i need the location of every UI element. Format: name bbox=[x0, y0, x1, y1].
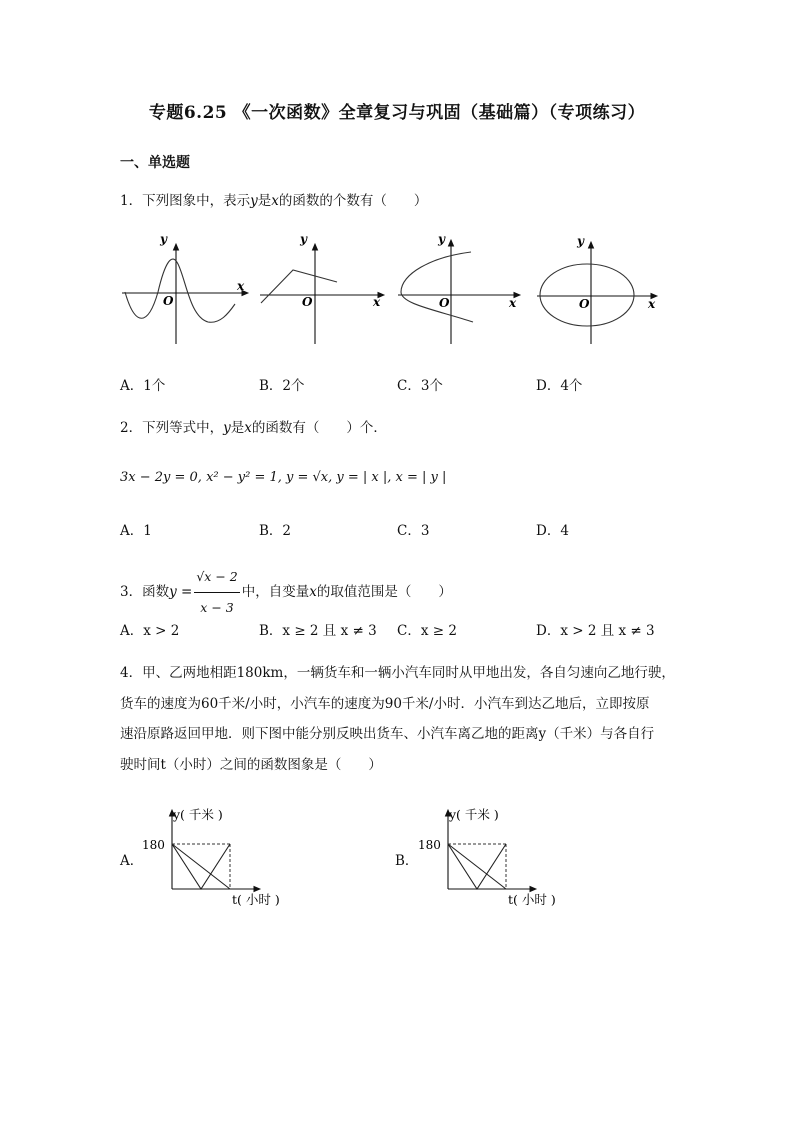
q2-text-c: 的函数有（ ）个． bbox=[251, 420, 387, 436]
question-4 bbox=[120, 658, 680, 780]
curve bbox=[125, 259, 235, 322]
q2-var-y: y bbox=[223, 420, 231, 436]
q4-option-b-label[interactable]: B． bbox=[395, 853, 419, 869]
q1-option-a[interactable]: A．1个 bbox=[120, 378, 166, 394]
q1-graph-2 bbox=[258, 232, 393, 347]
q1-text-b: 是 bbox=[257, 193, 272, 209]
q1-option-c[interactable]: C．3个 bbox=[397, 378, 443, 394]
q2-option-a[interactable]: A．1 bbox=[120, 523, 152, 539]
question-1 bbox=[120, 191, 427, 211]
q3-var-x: x bbox=[309, 584, 317, 600]
q1-graph-1 bbox=[120, 232, 255, 347]
truck-line bbox=[448, 844, 506, 889]
section-heading: 一、单选题 bbox=[120, 155, 190, 171]
q2-option-c[interactable]: C．3 bbox=[397, 523, 430, 539]
broken-line bbox=[261, 270, 337, 303]
q2-var-x: x bbox=[244, 420, 252, 436]
x-axis-label: x bbox=[509, 296, 517, 310]
q4-graph-a bbox=[140, 802, 280, 912]
q3-option-c[interactable]: C．x ≥ 2 bbox=[397, 623, 457, 639]
q4-line-1: 4．甲、乙两地相距180km，一辆货车和一辆小汽车同时从甲地出发，各自匀速向乙地行驶， bbox=[120, 665, 675, 681]
origin-label: O bbox=[163, 294, 174, 308]
q3-text-a: 3．函数 bbox=[120, 584, 170, 600]
q3-fraction bbox=[194, 562, 239, 623]
truck-line bbox=[172, 844, 230, 889]
q1-text-a: 1．下列图象中，表示 bbox=[120, 193, 251, 209]
y-axis-label: y bbox=[160, 232, 167, 246]
q2-equation: 3x − 2y = 0, x² − y² = 1, y = √x, y = | x |, x = | y | bbox=[120, 470, 447, 485]
q1-option-b[interactable]: B．2个 bbox=[259, 378, 305, 394]
q1-var-x: x bbox=[271, 193, 279, 209]
y-tick-180: 180 bbox=[142, 838, 165, 852]
x-axis-label: x bbox=[237, 279, 245, 293]
q4-graph-b bbox=[416, 802, 556, 912]
q3-option-d[interactable]: D．x > 2 且 x ≠ 3 bbox=[536, 623, 655, 639]
q2-option-b[interactable]: B．2 bbox=[259, 523, 292, 539]
q1-text-c: 的函数的个数有（ ） bbox=[278, 193, 428, 209]
q2-text-a: 2．下列等式中， bbox=[120, 420, 224, 436]
q4-line-4: 驶时间t（小时）之间的函数图象是（ ） bbox=[120, 756, 382, 773]
q2-text-b: 是 bbox=[230, 420, 245, 436]
q3-lhs: y = bbox=[169, 584, 193, 600]
y-axis-label: y( 千米 ) bbox=[449, 807, 499, 822]
q4-option-a-label[interactable]: A． bbox=[120, 853, 144, 869]
ellipse-curve bbox=[540, 264, 634, 326]
q4-line-2: 货车的速度为60千米/小时，小汽车的速度为90千米/小时．小汽车到达乙地后，立即按原 bbox=[120, 695, 650, 712]
origin-label: O bbox=[302, 295, 313, 309]
y-axis-label: y bbox=[577, 234, 584, 248]
q3-option-a[interactable]: A．x > 2 bbox=[120, 623, 180, 639]
page-title: 专题6.25 《一次函数》全章复习与巩固（基础篇）（专项练习） bbox=[148, 103, 646, 123]
q1-var-y: y bbox=[250, 193, 258, 209]
q3-text-b: 中，自变量 bbox=[241, 584, 310, 600]
question-2 bbox=[120, 418, 387, 438]
y-axis-label: y bbox=[438, 232, 445, 246]
question-3 bbox=[120, 562, 452, 623]
q3-option-b[interactable]: B．x ≥ 2 且 x ≠ 3 bbox=[259, 623, 377, 639]
x-axis-label: x bbox=[648, 297, 656, 311]
q4-line-3: 速沿原路返回甲地．则下图中能分别反映出货车、小汽车离乙地的距离y（千米）与各自行 bbox=[120, 726, 655, 742]
origin-label: O bbox=[439, 296, 450, 310]
t-axis-label: t( 小时 ) bbox=[508, 892, 556, 907]
x-axis-label: x bbox=[373, 295, 381, 309]
q1-graph-3 bbox=[396, 232, 531, 347]
q3-text-c: 的取值范围是（ ） bbox=[316, 584, 452, 600]
q3-denominator: x − 3 bbox=[200, 600, 234, 615]
q3-numerator: √x − 2 bbox=[194, 562, 239, 593]
origin-label: O bbox=[579, 297, 590, 311]
t-axis-label: t( 小时 ) bbox=[232, 892, 280, 907]
y-axis-label: y( 千米 ) bbox=[173, 807, 223, 822]
parabola-curve bbox=[401, 252, 473, 322]
q2-option-d[interactable]: D．4 bbox=[536, 523, 569, 539]
q1-graph-4 bbox=[535, 232, 670, 347]
q1-option-d[interactable]: D．4个 bbox=[536, 378, 583, 394]
y-tick-180: 180 bbox=[418, 838, 441, 852]
y-axis-label: y bbox=[300, 232, 307, 246]
